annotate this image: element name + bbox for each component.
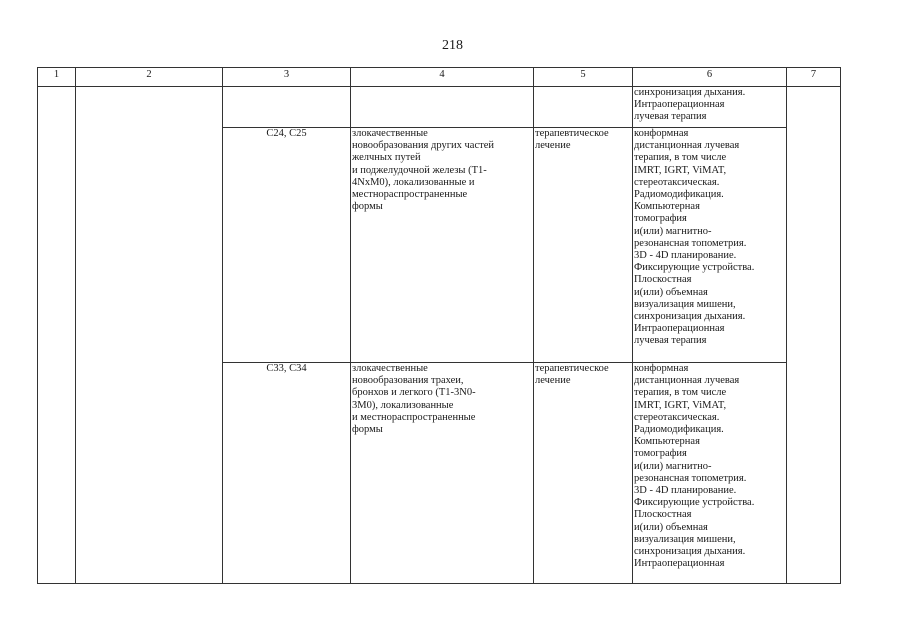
- table-row: [38, 87, 841, 128]
- column-header-1: 1: [38, 68, 76, 87]
- cell-col1: [38, 87, 76, 584]
- method-cell: синхронизация дыхания. Интраоперационная лучевая терапия: [633, 87, 787, 128]
- page-number: 218: [442, 38, 463, 53]
- method-cell: конформная дистанционная лучевая терапия, в том числе IMRT, IGRT, ViMAT, стереотаксическая. Радиомодификация. Компьютерная томография и(или) магнитно- резонансная топометрия. 3D - 4D планирование. Фиксирующие устройства. Плоскостная и(или) объемная визуализация мишени, синхронизация дыхания. Интраоперационная: [633, 363, 787, 584]
- cell-col7: [787, 87, 841, 584]
- method-cell: конформная дистанционная лучевая терапия, в том числе IMRT, IGRT, ViMAT, стереотаксическая. Радиомодификация. Компьютерная томография и(или) магнитно- резонансная топометрия. 3D - 4D планирование. Фиксирующие устройства. Плоскостная и(или) объемная визуализация мишени, синхронизация дыхания. Интраоперационная лучевая терапия: [633, 128, 787, 363]
- treatment-type-cell: терапевтическое лечение: [534, 128, 633, 363]
- treatment-type-cell: терапевтическое лечение: [534, 363, 633, 584]
- treatment-type-cell: [534, 87, 633, 128]
- column-header-2: 2: [76, 68, 223, 87]
- icd-codes-cell: С24, С25: [223, 128, 351, 363]
- column-header-3: 3: [223, 68, 351, 87]
- column-header-5: 5: [534, 68, 633, 87]
- diagnosis-cell: [351, 87, 534, 128]
- diagnosis-cell: злокачественные новообразования других частей желчных путей и поджелудочной железы (Т1- 4NxM0), локализованные и местнораспространенные формы: [351, 128, 534, 363]
- column-header-6: 6: [633, 68, 787, 87]
- cell-col2: [76, 87, 223, 584]
- diagnosis-cell: злокачественные новообразования трахеи, бронхов и легкого (Т1-3N0- 3M0), локализованные и местнораспространенные формы: [351, 363, 534, 584]
- column-header-4: 4: [351, 68, 534, 87]
- column-number-row: [38, 68, 841, 87]
- icd-codes-cell: С33, С34: [223, 363, 351, 584]
- medical-care-table: [37, 67, 841, 584]
- icd-codes-cell: [223, 87, 351, 128]
- column-header-7: 7: [787, 68, 841, 87]
